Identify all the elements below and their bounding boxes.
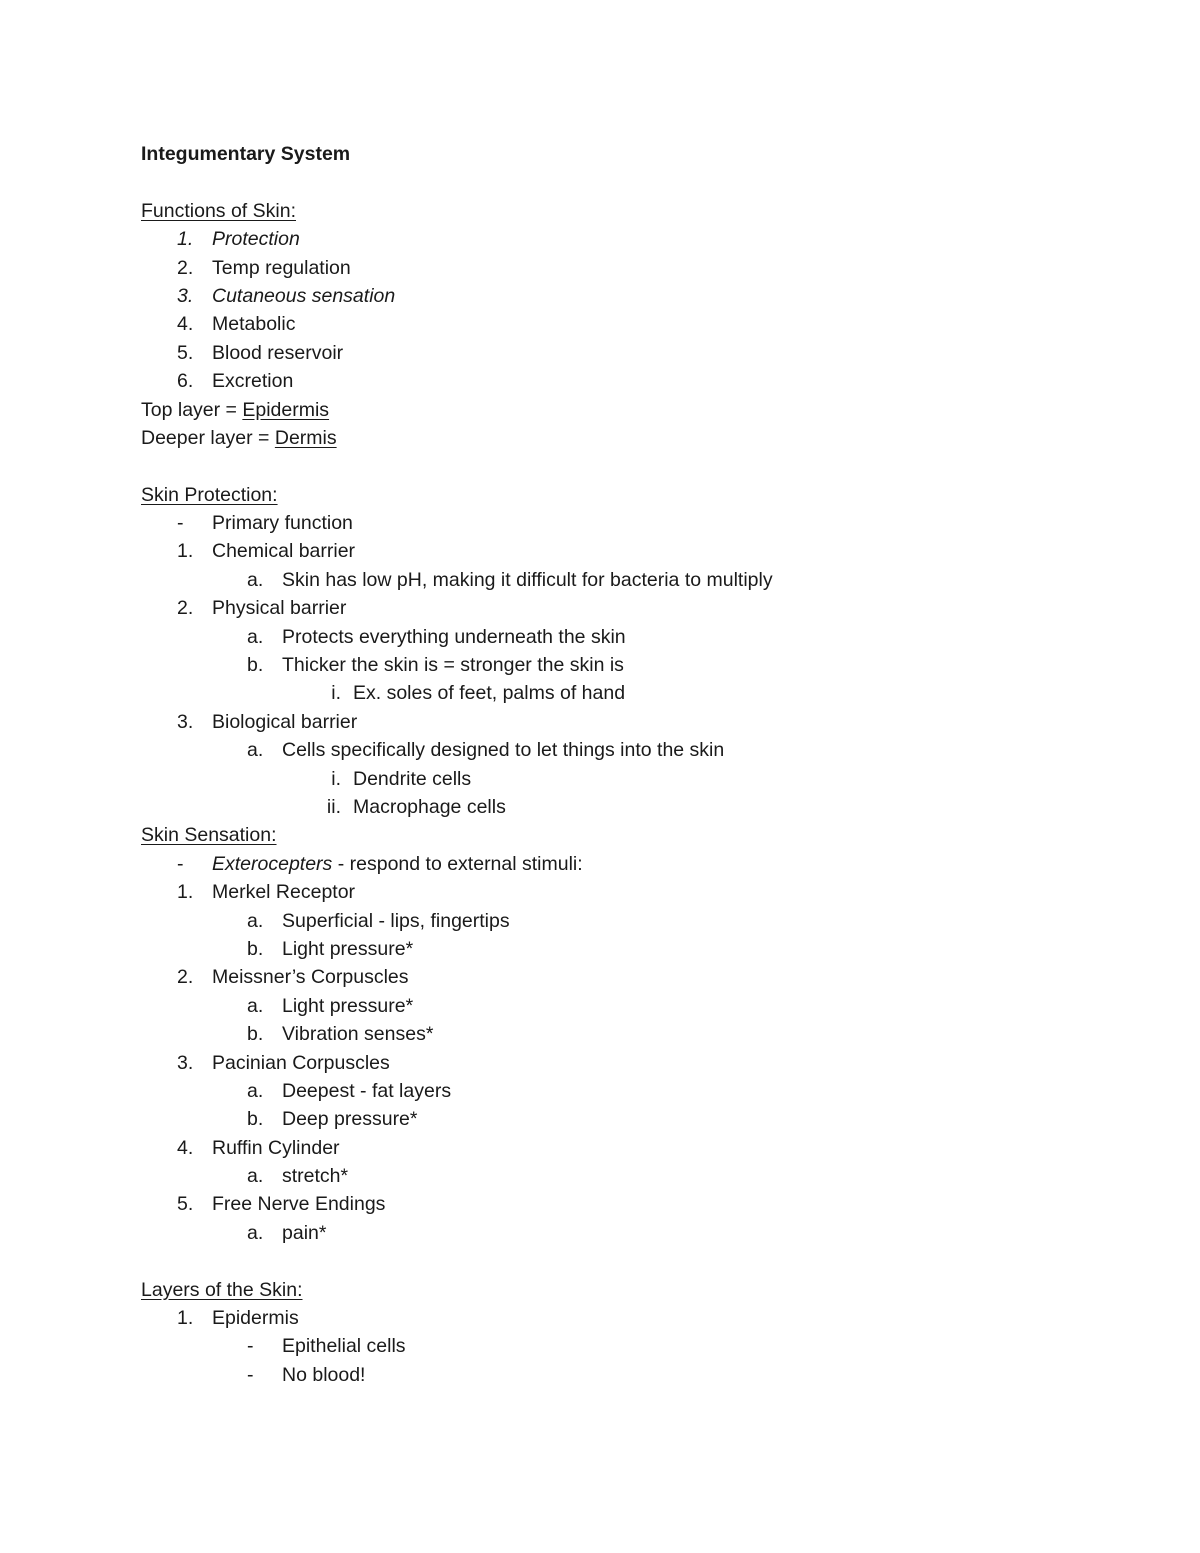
list-text: Deepest - fat layers xyxy=(282,1079,452,1102)
list-text: Physical barrier xyxy=(212,597,347,620)
list-item xyxy=(141,310,1141,338)
list-item xyxy=(141,850,1141,878)
list-item xyxy=(141,566,1141,594)
list-text: Biological barrier xyxy=(212,710,358,733)
list-marker: a. xyxy=(247,1221,264,1244)
list-marker: a. xyxy=(247,739,264,762)
list-text: Meissner’s Corpuscles xyxy=(212,966,409,989)
list-text: Light pressure* xyxy=(282,994,414,1017)
list-item xyxy=(141,225,1141,253)
list-text: Free Nerve Endings xyxy=(212,1193,386,1216)
list-marker: b. xyxy=(247,1108,264,1131)
list-item xyxy=(141,537,1141,565)
list-marker: 1. xyxy=(177,881,194,904)
list-item xyxy=(141,1105,1141,1133)
page-title: Integumentary System xyxy=(141,143,351,165)
deeper-layer-value: Dermis xyxy=(274,426,337,449)
list-marker: 3. xyxy=(177,1051,194,1074)
deeper-layer-line xyxy=(141,424,1141,452)
function-temp: Temp regulation xyxy=(212,256,351,279)
list-marker: ii. xyxy=(326,795,341,818)
list-item xyxy=(141,1077,1141,1105)
list-item xyxy=(141,1332,1141,1360)
list-marker: a. xyxy=(247,994,264,1017)
list-item xyxy=(141,1162,1141,1190)
list-item xyxy=(141,935,1141,963)
top-layer-value: Epidermis xyxy=(242,398,330,421)
list-marker: 1. xyxy=(177,1307,194,1330)
list-text: stretch* xyxy=(282,1165,349,1188)
list-item xyxy=(141,679,1141,707)
list-item xyxy=(141,282,1141,310)
list-text: Protects everything underneath the skin xyxy=(282,625,626,648)
list-marker: b. xyxy=(247,937,264,960)
exterocepters-term: Exterocepters xyxy=(212,852,333,875)
list-marker: 2. xyxy=(177,597,194,620)
list-marker: 1. xyxy=(177,540,194,563)
list-item xyxy=(141,1304,1141,1332)
list-text: No blood! xyxy=(282,1363,366,1386)
blank-line xyxy=(141,168,1141,196)
list-text: Primary function xyxy=(212,512,353,535)
list-item xyxy=(141,1134,1141,1162)
top-layer-label: Top layer = xyxy=(141,398,243,421)
list-marker: a. xyxy=(247,909,264,932)
list-marker: b. xyxy=(247,1023,264,1046)
protection-heading: Skin Protection: xyxy=(141,483,278,506)
list-text: Ex. soles of feet, palms of hand xyxy=(353,682,626,705)
list-marker: - xyxy=(177,512,184,535)
list-item xyxy=(141,254,1141,282)
top-layer-line xyxy=(141,396,1141,424)
list-marker: 4. xyxy=(177,313,194,336)
layers-heading: Layers of the Skin: xyxy=(141,1278,303,1301)
function-metabolic: Metabolic xyxy=(212,313,296,336)
list-item xyxy=(141,992,1141,1020)
list-item xyxy=(141,708,1141,736)
list-item xyxy=(141,1219,1141,1247)
list-marker: 2. xyxy=(177,256,194,279)
protection-heading-line xyxy=(141,481,1141,509)
list-marker: 5. xyxy=(177,1193,194,1216)
list-text: Pacinian Corpuscles xyxy=(212,1051,390,1074)
sensation-heading-line xyxy=(141,821,1141,849)
function-excretion: Excretion xyxy=(212,370,294,393)
list-marker: 1. xyxy=(177,228,194,251)
list-marker: 3. xyxy=(177,710,194,733)
list-marker: - xyxy=(247,1335,254,1358)
list-text xyxy=(212,850,583,878)
list-marker: a. xyxy=(247,1079,264,1102)
list-marker: 4. xyxy=(177,1136,194,1159)
list-item xyxy=(141,963,1141,991)
list-marker: 2. xyxy=(177,966,194,989)
sensation-heading: Skin Sensation: xyxy=(141,824,277,847)
list-marker: b. xyxy=(247,654,264,677)
list-item xyxy=(141,1049,1141,1077)
list-text: pain* xyxy=(282,1221,327,1244)
list-marker: 5. xyxy=(177,341,194,364)
list-item xyxy=(141,367,1141,395)
list-item xyxy=(141,1190,1141,1218)
list-item xyxy=(141,907,1141,935)
list-text: Epidermis xyxy=(212,1307,299,1330)
list-item xyxy=(141,623,1141,651)
list-item xyxy=(141,793,1141,821)
list-marker: a. xyxy=(247,625,264,648)
list-text: Skin has low pH, making it difficult for bacteria to multiply xyxy=(282,568,773,591)
list-marker: - xyxy=(177,852,184,875)
list-item xyxy=(141,651,1141,679)
function-blood: Blood reservoir xyxy=(212,341,344,364)
document-page xyxy=(141,140,1141,1389)
list-marker: 3. xyxy=(177,284,194,307)
list-text: Chemical barrier xyxy=(212,540,356,563)
list-text: Dendrite cells xyxy=(353,767,472,790)
list-text: Light pressure* xyxy=(282,937,414,960)
deeper-layer-label: Deeper layer = xyxy=(141,426,275,449)
function-cutaneous: Cutaneous sensation xyxy=(212,284,396,307)
functions-heading: Functions of Skin: xyxy=(141,199,296,222)
blank-line xyxy=(141,1247,1141,1275)
list-text: Macrophage cells xyxy=(353,795,506,818)
list-marker: 6. xyxy=(177,370,194,393)
list-item xyxy=(141,1020,1141,1048)
list-item xyxy=(141,594,1141,622)
list-marker: i. xyxy=(331,767,341,790)
exterocepters-definition: - respond to external stimuli: xyxy=(332,852,583,875)
list-marker: a. xyxy=(247,568,264,591)
blank-line xyxy=(141,452,1141,480)
list-item xyxy=(141,736,1141,764)
list-item xyxy=(141,878,1141,906)
list-text: Thicker the skin is = stronger the skin is xyxy=(282,654,624,677)
functions-heading-line xyxy=(141,197,1141,225)
list-text: Cells specifically designed to let things into the skin xyxy=(282,739,725,762)
list-item xyxy=(141,339,1141,367)
list-marker: - xyxy=(247,1363,254,1386)
list-text: Epithelial cells xyxy=(282,1335,406,1358)
function-protection: Protection xyxy=(212,228,300,251)
list-text: Ruffin Cylinder xyxy=(212,1136,340,1159)
list-item xyxy=(141,765,1141,793)
list-text: Deep pressure* xyxy=(282,1108,418,1131)
list-marker: i. xyxy=(331,682,341,705)
list-item xyxy=(141,509,1141,537)
list-marker: a. xyxy=(247,1165,264,1188)
list-text: Superficial - lips, fingertips xyxy=(282,909,510,932)
list-text: Merkel Receptor xyxy=(212,881,356,904)
list-text: Vibration senses* xyxy=(282,1023,434,1046)
list-item xyxy=(141,1361,1141,1389)
layers-heading-line xyxy=(141,1276,1141,1304)
